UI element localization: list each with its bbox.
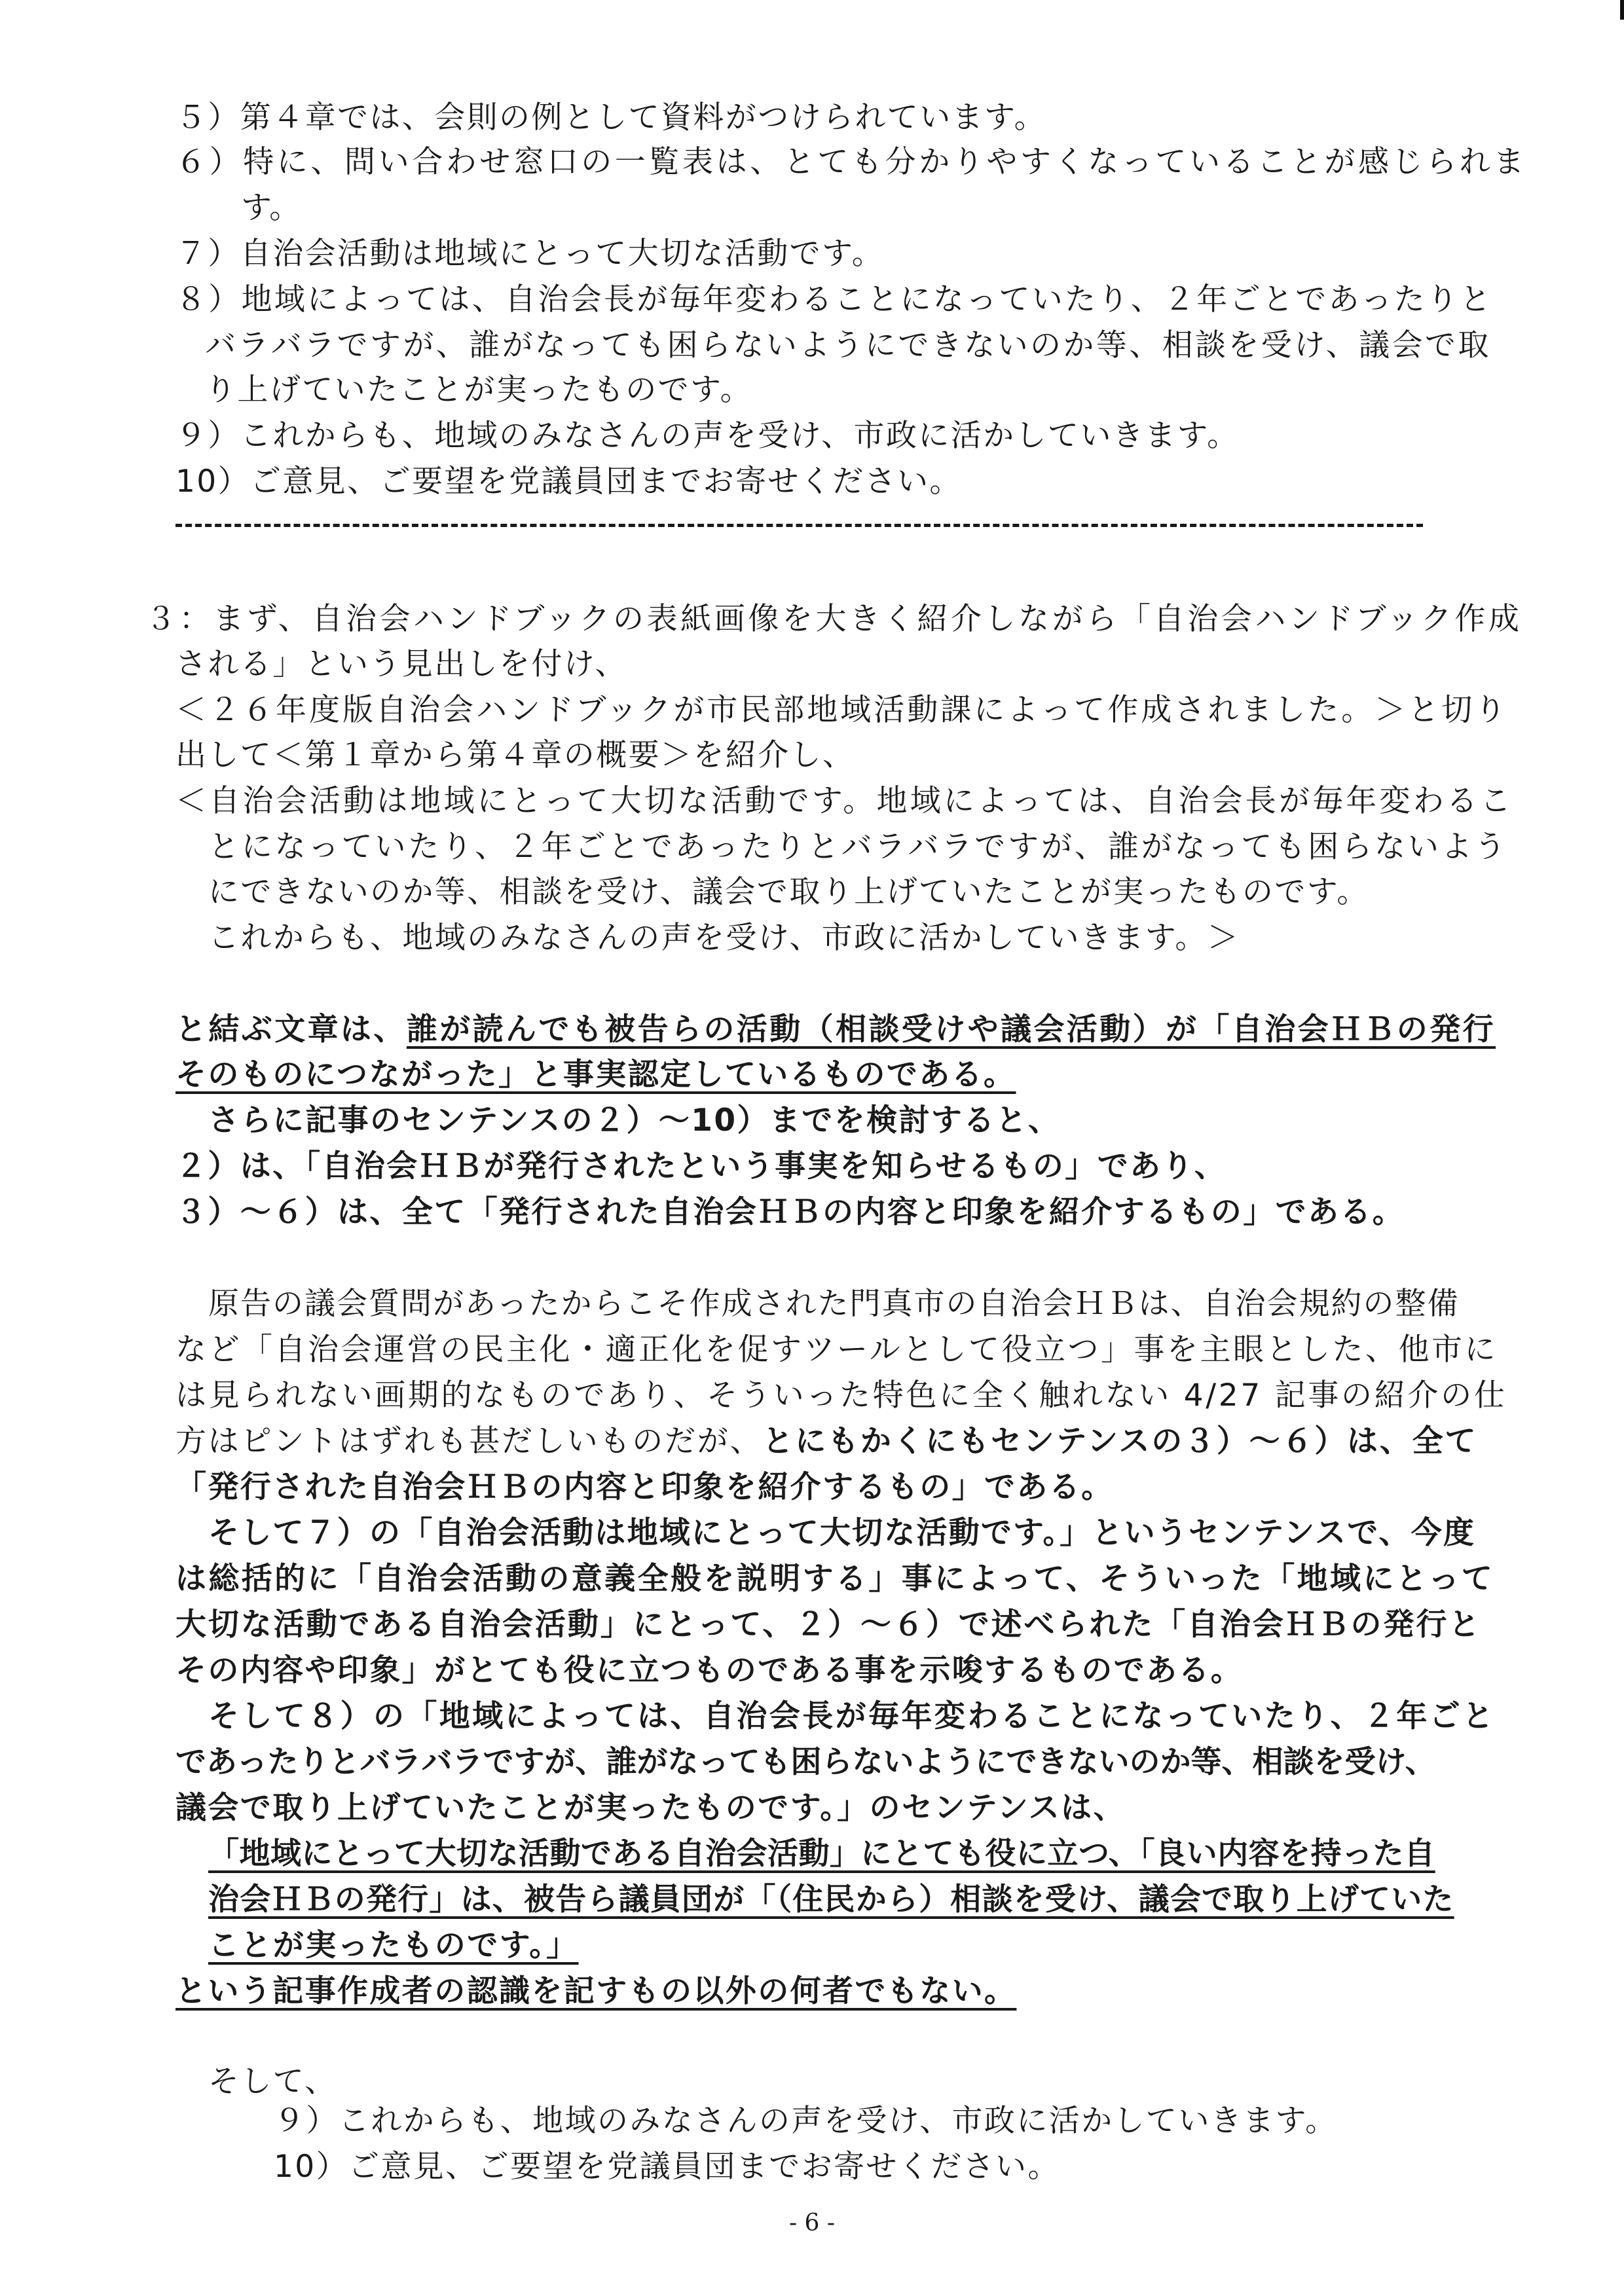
text-line: ９）これからも、地域のみなさんの声を受け、市政に活かしていきます。	[274, 2103, 1338, 2139]
text-line: ５）第４章では、会則の例として資料がつけられています。	[175, 100, 1047, 136]
text-line: さらに記事のセンテンスの２）～10）までを検討すると、	[208, 1102, 1061, 1139]
text-line: とになっていたり、２年ごとであったりとバラバラですが、誰がなっても困らないよう	[208, 829, 1508, 865]
bold-text: とにもかくにもセンテンスの３）～６）は、全て	[762, 1423, 1478, 1459]
text-line: り上げていたことが実ったものです。	[205, 372, 753, 408]
text-run: と結ぶ文章は、	[175, 1011, 407, 1048]
text-line: ３：まず、自治会ハンドブックの表紙画像を大きく紹介しながら「自治会ハンドブック作成	[145, 601, 1522, 637]
underlined-text: ことが実ったものです。」	[208, 1927, 579, 1963]
text-line: 出して＜第１章から第４章の概要＞を紹介し、	[175, 737, 855, 773]
text-line: そして、	[208, 2064, 337, 2100]
text-line: そして７）の「自治会活動は地域にとって大切な活動です。」というセンテンスで、今度	[208, 1515, 1476, 1551]
text-line: される」という見出しを付け、	[175, 646, 627, 682]
text-line: など「自治会運営の民主化・適正化を促すツールとして役立つ」事を主眼とした、他市に	[175, 1332, 1498, 1368]
page-number: - 6 -	[788, 2210, 836, 2236]
text-line: ３）～６）は、全て「発行された自治会ＨＢの内容と印象を紹介するもの」である。	[175, 1194, 1405, 1230]
text-line: 「発行された自治会ＨＢの内容と印象を紹介するもの」である。	[175, 1469, 1114, 1505]
dashed-divider	[175, 524, 1423, 527]
underlined-text: そのものにつながった」と事実認定しているものである。	[175, 1057, 1016, 1093]
page-edge-mark	[1620, 0, 1624, 20]
text-line: 10）ご意見、ご要望を党議員団までお寄せください。	[274, 2149, 1060, 2185]
text-line: 10）ご意見、ご要望を党議員団までお寄せください。	[175, 464, 962, 500]
underlined-text: 「地域にとって大切な活動である自治会活動」にとても役に立つ、「良い内容を持った自	[208, 1836, 1435, 1872]
text-line: にできないのか等、相談を受け、議会で取り上げていたことが実ったものです。	[208, 874, 1369, 910]
text-line: そして８）の「地域によっては、自治会長が毎年変わることになっていたり、２年ごと	[208, 1698, 1496, 1734]
text-line: ＜２６年度版自治会ハンドブックが市民部地域活動課によって作成されました。＞と切り	[175, 692, 1509, 728]
underlined-text: という記事作成者の認識を記すもの以外の何者でもない。	[175, 1973, 1017, 2009]
text-line: 大切な活動である自治会活動」にとって、２）～６）で述べられた「自治会ＨＢの発行と	[175, 1607, 1482, 1643]
text-line: 議会で取り上げていたことが実ったものです。」のセンテンスは、	[175, 1790, 1126, 1826]
text-line: その内容や印象」がとても役に立つものである事を示唆するものである。	[175, 1652, 1244, 1688]
text-line: 原告の議会質問があったからこそ作成された門真市の自治会ＨＢは、自治会規約の整備	[208, 1286, 1460, 1322]
text-line: ２）は、「自治会ＨＢが発行されたという事実を知らせるもの」であり、	[175, 1148, 1227, 1184]
text-line	[175, 1422, 1477, 1461]
text-line: であったりとバラバラですが、誰がなっても困らないようにできないのか等、相談を受け、	[175, 1744, 1436, 1780]
text-line: ７）自治会活動は地域にとって大切な活動です。	[175, 236, 885, 272]
text-line	[175, 1010, 1496, 1049]
text-line: す。	[241, 190, 301, 226]
underlined-text: 誰が読んでも被告らの活動（相談受けや議会活動）が「自治会ＨＢの発行	[406, 1011, 1496, 1048]
text-line: これからも、地域のみなさんの声を受け、市政に活かしていきます。＞	[208, 920, 1240, 956]
text-line: バラバラですが、誰がなっても困らないようにできないのか等、相談を受け、議会で取	[205, 327, 1491, 363]
text-line: は総括的に「自治会活動の意義全般を説明する」事によって、そういった「地域にとって	[175, 1561, 1495, 1597]
underlined-text: 治会ＨＢの発行」は、被告ら議員団が「（住民から）相談を受け、議会で取り上げていた	[208, 1882, 1454, 1918]
text-line: は見られない画期的なものであり、そういった特色に全く触れない 4/27 記事の紹介の仕	[175, 1377, 1507, 1413]
text-line: ＜自治会活動は地域にとって大切な活動です。地域によっては、自治会長が毎年変わるこ	[175, 783, 1514, 819]
text-run: 方はピントはずれも甚だしいものだが、	[175, 1423, 763, 1459]
text-line: ９）これからも、地域のみなさんの声を受け、市政に活かしていきます。	[175, 418, 1240, 454]
text-line: ６）特に、問い合わせ窓口の一覧表は、とても分かりやすくなっていることが感じられま	[175, 144, 1527, 180]
text-line: ８）地域によっては、自治会長が毎年変わることになっていたり、２年ごとであったりと	[175, 282, 1493, 318]
